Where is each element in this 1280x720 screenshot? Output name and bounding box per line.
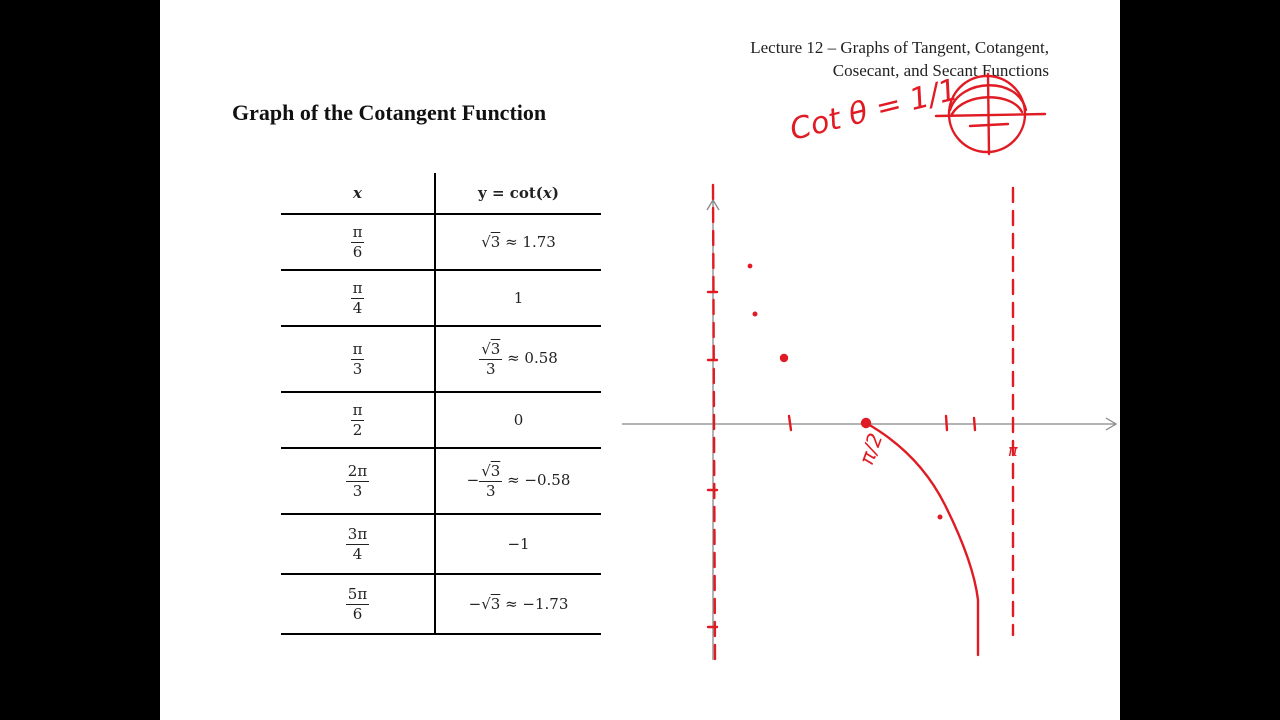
y-cell: 0 [435,392,601,448]
page-title: Graph of the Cotangent Function [232,100,547,125]
tick-2 [946,416,947,430]
x-cell: $\frac{3\pi}{4}$ [281,514,435,574]
red-ink [708,74,1045,660]
tick-3 [974,418,975,430]
x-cell: $\frac{\pi}{6}$ [281,214,435,270]
handwritten-labels [786,72,1018,467]
cotangent-graph [160,0,1120,720]
y-cell: √3 ≈ 1.73 [435,214,601,270]
y-cell: 1 [435,270,601,326]
lecture-line-2: Cosecant, and Secant Functions [832,61,1049,80]
dot-1 [754,313,757,316]
dot-3 [939,516,942,519]
y-cell: − $\frac{√3}{3}$ ≈ −0.58 [435,448,601,514]
y-cell: $\frac{√3}{3}$ ≈ 0.58 [435,326,601,392]
label-pi: π [1008,441,1018,460]
x-cell: $\frac{5\pi}{6}$ [281,574,435,634]
column-header-x: x [281,173,435,214]
x-cell: $\frac{\pi}{4}$ [281,270,435,326]
column-header-y: y = cot(x) [435,173,601,214]
point-pi-over-6 [781,355,787,361]
x-cell: $\frac{\pi}{3}$ [281,326,435,392]
point-pi-over-2 [862,419,870,427]
label-pi-over-2: π/2 [854,429,888,468]
y-cell: −1 [435,514,601,574]
lecture-line-1: Lecture 12 – Graphs of Tangent, Cotangent, [750,38,1049,57]
axes [622,200,1116,660]
tick-1 [789,416,791,430]
x-cell: $\frac{\pi}{2}$ [281,392,435,448]
y-cell: −√3 ≈ −1.73 [435,574,601,634]
x-cell: $\frac{2\pi}{3}$ [281,448,435,514]
dot-2 [749,265,751,267]
cot-note: Cot θ = 1/1 [786,72,962,148]
cot-curve [866,423,978,655]
slide [160,0,1120,720]
